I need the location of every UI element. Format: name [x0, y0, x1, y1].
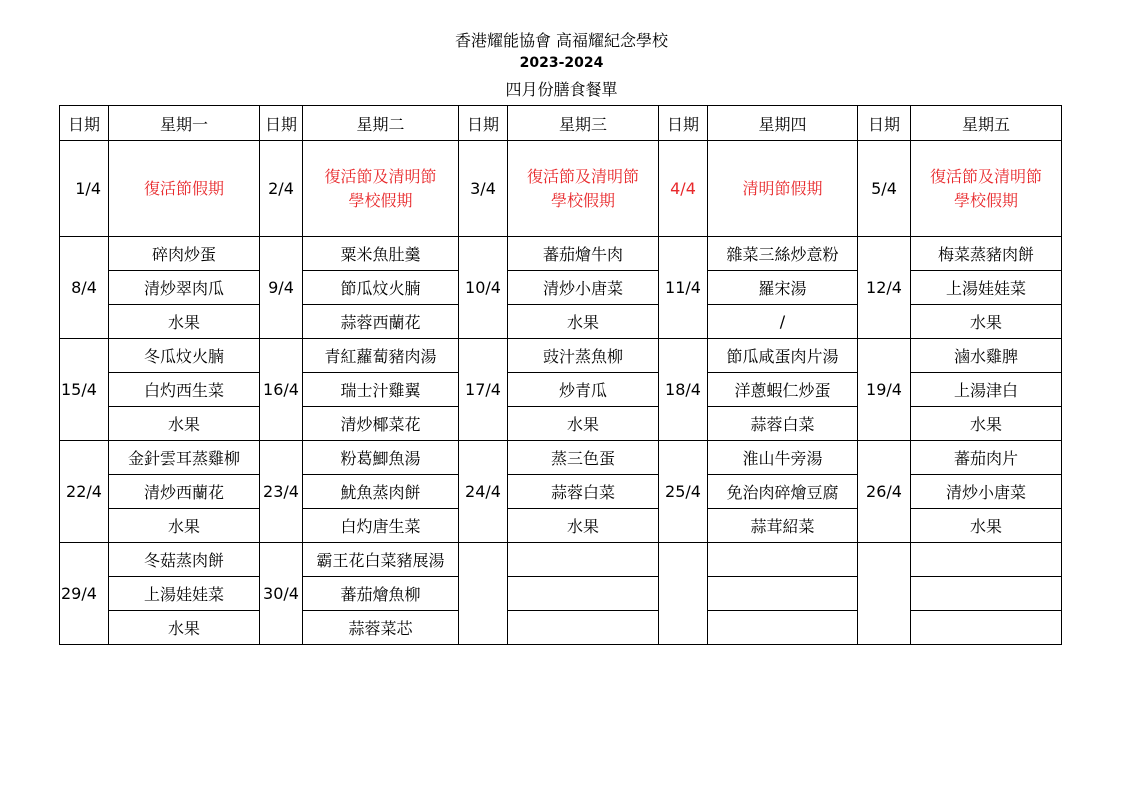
date-header: 日期: [858, 106, 911, 141]
dish-cell: 霸王花白菜豬展湯: [303, 543, 459, 577]
holiday-cell: [508, 141, 659, 237]
thursday-header: 星期四: [708, 106, 858, 141]
date-cell: [659, 543, 708, 645]
dish-cell: 蒜蓉白菜: [508, 475, 659, 509]
dish-cell: [508, 611, 659, 645]
dish-cell: 粉葛鯽魚湯: [303, 441, 459, 475]
dish-cell: 免治肉碎燴豆腐: [708, 475, 858, 509]
dish-cell: 水果: [508, 407, 659, 441]
date-cell: 19/4: [858, 339, 911, 441]
dish-cell: /: [708, 305, 858, 339]
dish-cell: 蒜茸紹菜: [708, 509, 858, 543]
dish-cell: 水果: [109, 509, 260, 543]
table-header-row: [60, 106, 1062, 141]
dish-cell: 豉汁蒸魚柳: [508, 339, 659, 373]
holiday-cell: [303, 141, 459, 237]
date-cell: 9/4: [260, 237, 303, 339]
dish-cell: 冬瓜炆火腩: [109, 339, 260, 373]
holiday-line2: 學校假期: [953, 190, 1018, 210]
monday-header: 星期一: [109, 106, 260, 141]
week-1-row-2: [60, 271, 1062, 305]
date-cell: [459, 543, 508, 645]
lunch-menu-table: [59, 105, 1062, 645]
dish-cell: 節瓜咸蛋肉片湯: [708, 339, 858, 373]
dish-cell: 冬菇蒸肉餅: [109, 543, 260, 577]
week-4-row-3: [60, 611, 1062, 645]
date-cell: 8/4: [60, 237, 109, 339]
date-header: 日期: [459, 106, 508, 141]
date-cell: 17/4: [459, 339, 508, 441]
week-3-row-2: [60, 475, 1062, 509]
dish-cell: 水果: [911, 407, 1062, 441]
dish-cell: 清炒西蘭花: [109, 475, 260, 509]
holiday-line2: 學校假期: [550, 190, 615, 210]
dish-cell: 蕃茄燴魚柳: [303, 577, 459, 611]
school-year: 2023-2024: [519, 55, 604, 71]
dish-cell: 羅宋湯: [708, 271, 858, 305]
dish-cell: 瑞士汁雞翼: [303, 373, 459, 407]
dish-cell: 蕃茄燴牛肉: [508, 237, 659, 271]
date-cell: 15/4: [60, 339, 109, 441]
school-name: 香港耀能協會 高福耀紀念學校: [454, 31, 669, 50]
date-header: 日期: [260, 106, 303, 141]
friday-header: 星期五: [911, 106, 1062, 141]
date-cell-holiday: 4/4: [659, 141, 708, 237]
date-cell: 16/4: [260, 339, 303, 441]
dish-cell: 梅菜蒸豬肉餅: [911, 237, 1062, 271]
dish-cell: [708, 611, 858, 645]
dish-cell: 雜菜三絲炒意粉: [708, 237, 858, 271]
date-cell: 30/4: [260, 543, 303, 645]
holiday-text: 復活節假期: [143, 178, 224, 198]
holiday-week-row: [60, 141, 1062, 237]
dish-cell: 蒜蓉菜芯: [303, 611, 459, 645]
dish-cell: [508, 543, 659, 577]
dish-cell: 蒜蓉白菜: [708, 407, 858, 441]
date-cell: 29/4: [60, 543, 109, 645]
week-2-row-2: [60, 373, 1062, 407]
dish-cell: 水果: [109, 407, 260, 441]
dish-cell: 上湯娃娃菜: [911, 271, 1062, 305]
week-4-row-1: [60, 543, 1062, 577]
date-cell: 26/4: [858, 441, 911, 543]
date-header: 日期: [659, 106, 708, 141]
holiday-line1: 復活節及清明節: [324, 166, 437, 186]
dish-cell: 清炒翠肉瓜: [109, 271, 260, 305]
dish-cell: 金針雲耳蒸雞柳: [109, 441, 260, 475]
date-header: 日期: [60, 106, 109, 141]
week-4-row-2: [60, 577, 1062, 611]
holiday-cell: [109, 141, 260, 237]
dish-cell: 上湯娃娃菜: [109, 577, 260, 611]
date-cell: 12/4: [858, 237, 911, 339]
week-1-row-1: [60, 237, 1062, 271]
date-cell: 3/4: [459, 141, 508, 237]
dish-cell: 淮山牛旁湯: [708, 441, 858, 475]
date-cell: 2/4: [260, 141, 303, 237]
dish-cell: 水果: [109, 611, 260, 645]
date-cell: 5/4: [858, 141, 911, 237]
dish-cell: 碎肉炒蛋: [109, 237, 260, 271]
holiday-line2: 學校假期: [348, 190, 413, 210]
dish-cell: 清炒小唐菜: [911, 475, 1062, 509]
week-2-row-1: [60, 339, 1062, 373]
dish-cell: 水果: [911, 509, 1062, 543]
menu-title: 四月份膳食餐單: [505, 80, 618, 99]
dish-cell: 上湯津白: [911, 373, 1062, 407]
date-cell: 25/4: [659, 441, 708, 543]
date-cell: 11/4: [659, 237, 708, 339]
dish-cell: 節瓜炆火腩: [303, 271, 459, 305]
week-3-row-3: [60, 509, 1062, 543]
dish-cell: 粟米魚肚羹: [303, 237, 459, 271]
dish-cell: [708, 543, 858, 577]
date-cell: 18/4: [659, 339, 708, 441]
dish-cell: 水果: [911, 305, 1062, 339]
holiday-cell: [911, 141, 1062, 237]
dish-cell: [911, 611, 1062, 645]
dish-cell: 白灼唐生菜: [303, 509, 459, 543]
holiday-text: 清明節假期: [742, 178, 823, 198]
dish-cell: [508, 577, 659, 611]
dish-cell: [911, 577, 1062, 611]
holiday-line1: 復活節及清明節: [929, 166, 1042, 186]
week-1-row-3: [60, 305, 1062, 339]
dish-cell: [708, 577, 858, 611]
dish-cell: 滷水雞脾: [911, 339, 1062, 373]
date-cell: 24/4: [459, 441, 508, 543]
date-cell: 23/4: [260, 441, 303, 543]
dish-cell: 白灼西生菜: [109, 373, 260, 407]
dish-cell: 洋蔥蝦仁炒蛋: [708, 373, 858, 407]
dish-cell: 水果: [508, 305, 659, 339]
holiday-line1: 復活節及清明節: [526, 166, 639, 186]
dish-cell: 蒜蓉西蘭花: [303, 305, 459, 339]
week-2-row-3: [60, 407, 1062, 441]
dish-cell: 蒸三色蛋: [508, 441, 659, 475]
date-cell: 1/4: [60, 141, 109, 237]
dish-cell: 蕃茄肉片: [911, 441, 1062, 475]
dish-cell: 水果: [109, 305, 260, 339]
dish-cell: 清炒小唐菜: [508, 271, 659, 305]
week-3-row-1: [60, 441, 1062, 475]
holiday-cell: [708, 141, 858, 237]
dish-cell: 魷魚蒸肉餅: [303, 475, 459, 509]
tuesday-header: 星期二: [303, 106, 459, 141]
dish-cell: 炒青瓜: [508, 373, 659, 407]
wednesday-header: 星期三: [508, 106, 659, 141]
date-cell: [858, 543, 911, 645]
dish-cell: 水果: [508, 509, 659, 543]
dish-cell: 青紅蘿蔔豬肉湯: [303, 339, 459, 373]
date-cell: 10/4: [459, 237, 508, 339]
dish-cell: 清炒椰菜花: [303, 407, 459, 441]
dish-cell: [911, 543, 1062, 577]
date-cell: 22/4: [60, 441, 109, 543]
